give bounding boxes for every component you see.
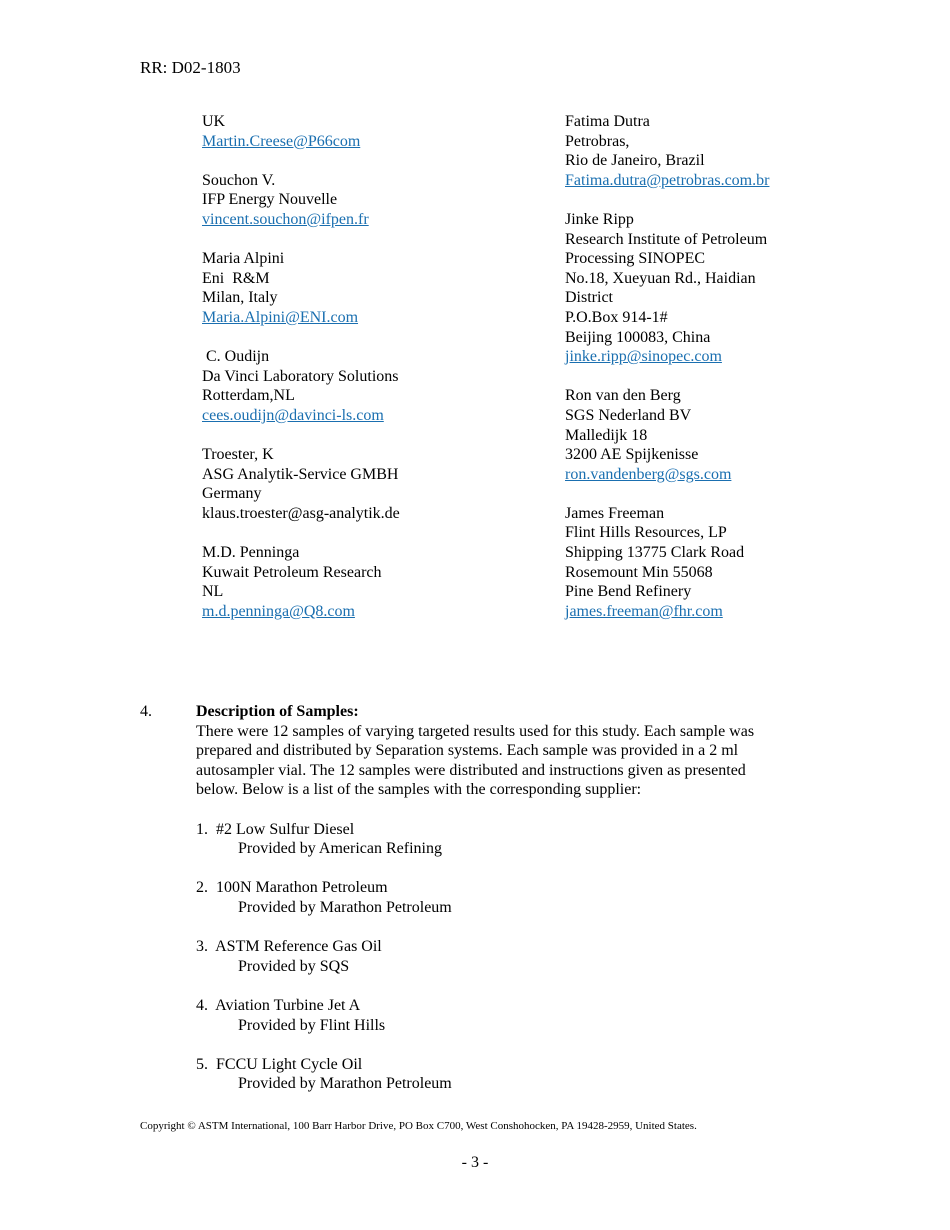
email-link[interactable]: Fatima.dutra@petrobras.com.br xyxy=(565,171,770,189)
contact-line: Jinke Ripp xyxy=(565,210,634,228)
list-item xyxy=(196,996,816,1035)
contact-line: Petrobras, xyxy=(565,132,630,150)
section-body xyxy=(196,702,816,1113)
list-item xyxy=(196,937,816,976)
contact-block xyxy=(202,445,542,523)
contact-line: No.18, Xueyuan Rd., Haidian xyxy=(565,269,756,287)
sample-list xyxy=(196,820,816,1094)
sample-name: 3. ASTM Reference Gas Oil xyxy=(196,938,382,956)
email-link[interactable]: m.d.penninga@Q8.com xyxy=(202,602,355,620)
sample-provider: Provided by Marathon Petroleum xyxy=(238,1075,452,1093)
contact-line: Souchon V. xyxy=(202,171,276,189)
contact-line: ASG Analytik-Service GMBH xyxy=(202,465,399,483)
page-number: - 3 - xyxy=(461,1154,489,1171)
paragraph-line: There were 12 samples of varying targeted results used for this study. Each sample was xyxy=(196,722,755,740)
email-link[interactable]: james.freeman@fhr.com xyxy=(565,602,723,620)
contact-line: Da Vinci Laboratory Solutions xyxy=(202,367,399,385)
contact-line: IFP Energy Nouvelle xyxy=(202,191,338,209)
contact-line: Rosemount Min 55068 xyxy=(565,563,713,581)
contact-block xyxy=(202,543,542,621)
contact-line: Beijing 100083, China xyxy=(565,328,711,346)
paragraph-line: prepared and distributed by Separation systems. Each sample was provided in a 2 ml xyxy=(196,742,739,760)
contact-line: Rotterdam,NL xyxy=(202,387,295,405)
sample-name: 1. #2 Low Sulfur Diesel xyxy=(196,820,355,838)
contact-block xyxy=(565,386,905,484)
contact-line: C. Oudijn xyxy=(202,348,270,366)
contact-line: SGS Nederland BV xyxy=(565,406,692,424)
contact-line: Processing SINOPEC xyxy=(565,250,706,268)
contact-line: NL xyxy=(202,583,224,601)
contact-line: Research Institute of Petroleum xyxy=(565,230,768,248)
contact-block xyxy=(202,171,542,230)
list-item xyxy=(196,820,816,859)
email-link[interactable]: Maria.Alpini@ENI.com xyxy=(202,308,359,326)
sample-name: 2. 100N Marathon Petroleum xyxy=(196,879,388,897)
contact-line: Kuwait Petroleum Research xyxy=(202,563,382,581)
contact-line: Ron van den Berg xyxy=(565,387,681,405)
contact-block xyxy=(565,210,905,367)
contact-line: James Freeman xyxy=(565,504,665,522)
paragraph-line: autosampler vial. The 12 samples were distributed and instructions given as presented xyxy=(196,761,746,779)
contact-line: Eni R&M xyxy=(202,269,270,287)
section-title: Description of Samples: xyxy=(196,703,359,720)
list-item xyxy=(196,878,816,917)
sample-provider: Provided by Marathon Petroleum xyxy=(238,898,452,916)
section-number: 4. xyxy=(140,703,152,720)
contact-line: Troester, K xyxy=(202,446,274,464)
contact-line: UK xyxy=(202,113,226,130)
contact-block xyxy=(565,112,905,190)
contact-line: Flint Hills Resources, LP xyxy=(565,524,727,542)
contact-line: Maria Alpini xyxy=(202,250,285,268)
contact-line: 3200 AE Spijkenisse xyxy=(565,446,699,464)
contact-line: District xyxy=(565,289,613,307)
email-link[interactable]: cees.oudijn@davinci-ls.com xyxy=(202,406,384,424)
contact-line: Malledijk 18 xyxy=(565,426,648,444)
email-link[interactable]: Martin.Creese@P66com xyxy=(202,132,361,150)
sample-name: 5. FCCU Light Cycle Oil xyxy=(196,1055,363,1073)
contact-line: Rio de Janeiro, Brazil xyxy=(565,152,705,170)
sample-provider: Provided by American Refining xyxy=(238,840,442,858)
sample-provider: Provided by SQS xyxy=(238,957,350,975)
email-link[interactable]: ron.vandenberg@sgs.com xyxy=(565,465,732,483)
copyright-notice: Copyright © ASTM International, 100 Barr Harbor Drive, PO Box C700, West Conshohocken, PA 19428-2959, United States. xyxy=(140,1120,697,1132)
contact-line: P.O.Box 914-1# xyxy=(565,308,668,326)
contact-block xyxy=(202,347,542,425)
contacts-left-column xyxy=(202,112,542,641)
document-id: RR: D02-1803 xyxy=(140,58,241,77)
contact-line: Shipping 13775 Clark Road xyxy=(565,544,745,562)
sample-name: 4. Aviation Turbine Jet A xyxy=(196,996,361,1014)
email-link[interactable]: vincent.souchon@ifpen.fr xyxy=(202,210,369,228)
contact-block xyxy=(202,249,542,327)
contact-block xyxy=(202,112,542,151)
sample-provider: Provided by Flint Hills xyxy=(238,1016,386,1034)
list-item xyxy=(196,1055,816,1094)
contact-block xyxy=(565,504,905,622)
contact-line: M.D. Penninga xyxy=(202,544,300,562)
contact-line: Germany xyxy=(202,485,262,503)
contact-line: Pine Bend Refinery xyxy=(565,583,692,601)
contacts-right-column xyxy=(565,112,905,641)
contact-line: Milan, Italy xyxy=(202,289,278,307)
contact-line: Fatima Dutra xyxy=(565,113,650,130)
paragraph-line: below. Below is a list of the samples with the corresponding supplier: xyxy=(196,781,642,799)
email-link[interactable]: jinke.ripp@sinopec.com xyxy=(565,348,722,366)
contact-email-plain: klaus.troester@asg-analytik.de xyxy=(202,504,400,522)
